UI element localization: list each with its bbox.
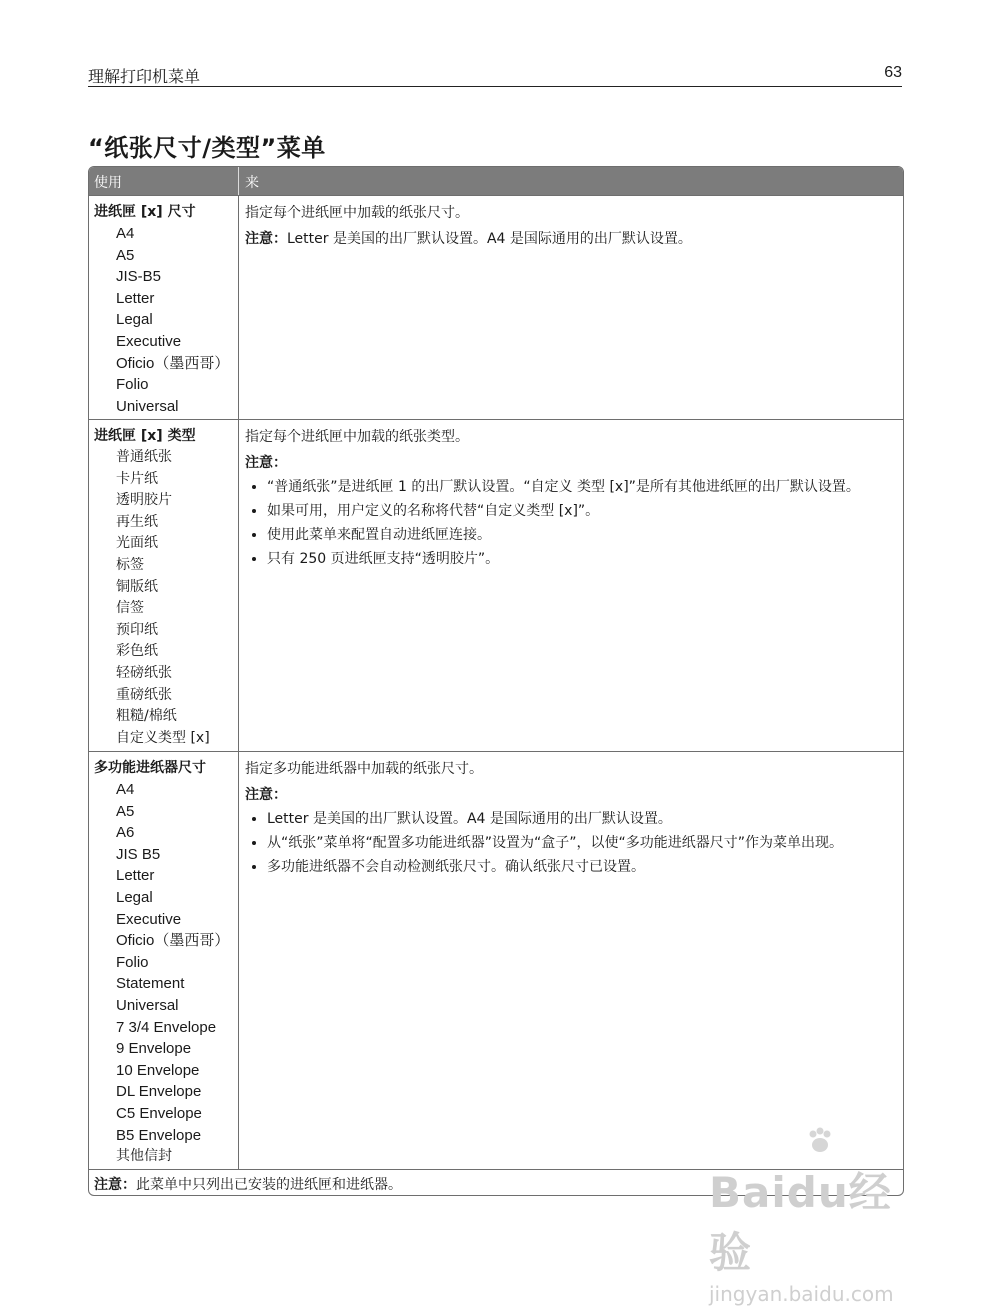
description-text: 指定多功能进纸器中加载的纸张尺寸。: [245, 761, 483, 777]
note-label: 注意：: [245, 787, 287, 803]
list-item: • 使用此菜单来配置自动进纸匣连接。: [267, 527, 897, 544]
page-number: 63: [884, 64, 902, 81]
menu-options-cell: [89, 752, 239, 1169]
option-item: A4: [116, 225, 135, 242]
option-item: Folio: [116, 376, 149, 394]
list-item: • 只有 250 页进纸匣支持“透明胶片”。: [267, 551, 897, 568]
option-item: Folio: [116, 953, 149, 971]
option-item: Legal: [116, 888, 153, 906]
footnote-text: 此菜单中只列出已安装的进纸匣和进纸器。: [136, 1177, 402, 1193]
option-item: Letter: [116, 867, 155, 885]
option-item: 透明胶片: [116, 492, 172, 509]
option-item: Executive: [116, 910, 182, 928]
option-item: B5 Envelope: [116, 1126, 202, 1144]
option-item: A5: [116, 802, 135, 820]
column-header-use: 使用: [89, 167, 239, 195]
menu-item-title: 进纸匣 [x] 类型: [94, 428, 196, 444]
option-item: Universal: [116, 996, 179, 1014]
section-title: “纸张尺寸/类型”菜单: [88, 134, 326, 162]
option-item: 9 Envelope: [116, 1040, 192, 1058]
table-header: [89, 167, 903, 195]
menu-item-title: 多功能进纸器尺寸: [94, 760, 206, 776]
watermark-url: jingyan.baidu.com: [709, 1282, 894, 1306]
footnote-label: 注意：: [94, 1177, 136, 1193]
option-item: 光面纸: [116, 535, 158, 552]
menu-options-cell: [89, 420, 239, 751]
option-item: JIS-B5: [116, 268, 162, 286]
option-item: DL Envelope: [116, 1083, 202, 1101]
paw-icon: [805, 1126, 835, 1156]
menu-item-title: 进纸匣 [x] 尺寸: [94, 204, 196, 220]
list-item: • 多功能进纸器不会自动检测纸张尺寸。确认纸张尺寸已设置。: [267, 859, 897, 876]
option-item: 标签: [116, 556, 144, 573]
description-cell: [239, 196, 903, 419]
note-list: [245, 479, 897, 568]
table-row: [89, 419, 903, 751]
option-item: 卡片纸: [116, 470, 158, 487]
option-item: 铜版纸: [116, 578, 158, 595]
option-item: 预印纸: [116, 621, 158, 638]
option-item: A6: [116, 824, 135, 842]
note-paragraph: [245, 229, 897, 249]
option-item: A5: [116, 246, 135, 264]
column-header-to: 来: [245, 175, 259, 191]
option-item: 7 3/4 Envelope: [116, 1018, 217, 1036]
menu-table: [88, 166, 904, 1196]
option-item: Executive: [116, 332, 182, 350]
option-item: 自定义类型 [x]: [116, 729, 210, 746]
table-row: [89, 751, 903, 1169]
description-cell: [239, 752, 903, 1169]
description-cell: [239, 420, 903, 751]
list-item: • 从“纸张”菜单将“配置多功能进纸器”设置为“盒子”，以使“多功能进纸器尺寸”作为菜单出现。: [267, 835, 897, 852]
option-item: 轻磅纸张: [116, 664, 172, 681]
option-item: 彩色纸: [116, 643, 158, 660]
description-text: 指定每个进纸匣中加载的纸张类型。: [245, 429, 469, 445]
option-item: A4: [116, 781, 135, 798]
table-row: [89, 195, 903, 419]
page-header: [88, 60, 902, 87]
note-label: 注意：: [245, 231, 287, 247]
option-item: 其他信封: [116, 1148, 172, 1165]
list-item: • “普通纸张”是进纸匣 1 的出厂默认设置。“自定义 类型 [x]”是所有其他进纸匣的出厂默认设置。: [267, 479, 897, 496]
option-item: Oficio（墨西哥）: [116, 932, 230, 950]
option-item: 10 Envelope: [116, 1061, 200, 1079]
option-item: Legal: [116, 311, 153, 329]
watermark-logo: Baidu经验: [709, 1168, 892, 1277]
option-item: 粗糙/棉纸: [116, 708, 177, 725]
chapter-title: 理解打印机菜单: [88, 67, 201, 86]
list-item: • Letter 是美国的出厂默认设置。A4 是国际通用的出厂默认设置。: [267, 811, 897, 828]
option-item: Statement: [116, 975, 185, 993]
description-text: 指定每个进纸匣中加载的纸张尺寸。: [245, 205, 469, 221]
note-list: [245, 811, 897, 876]
note-text: Letter 是美国的出厂默认设置。A4 是国际通用的出厂默认设置。: [287, 231, 692, 247]
menu-options-cell: [89, 196, 239, 419]
option-item: 再生纸: [116, 513, 158, 530]
option-item: Letter: [116, 289, 155, 307]
option-item: 信签: [116, 600, 144, 617]
option-item: 重磅纸张: [116, 686, 172, 703]
option-item: 普通纸张: [116, 449, 172, 465]
option-item: Universal: [116, 397, 179, 415]
list-item: • 如果可用，用户定义的名称将代替“自定义类型 [x]”。: [267, 503, 897, 520]
option-item: C5 Envelope: [116, 1104, 202, 1122]
note-label: 注意：: [245, 455, 287, 471]
option-item: Oficio（墨西哥）: [116, 354, 230, 372]
baidu-watermark: [709, 1160, 929, 1306]
option-item: JIS B5: [116, 845, 161, 863]
